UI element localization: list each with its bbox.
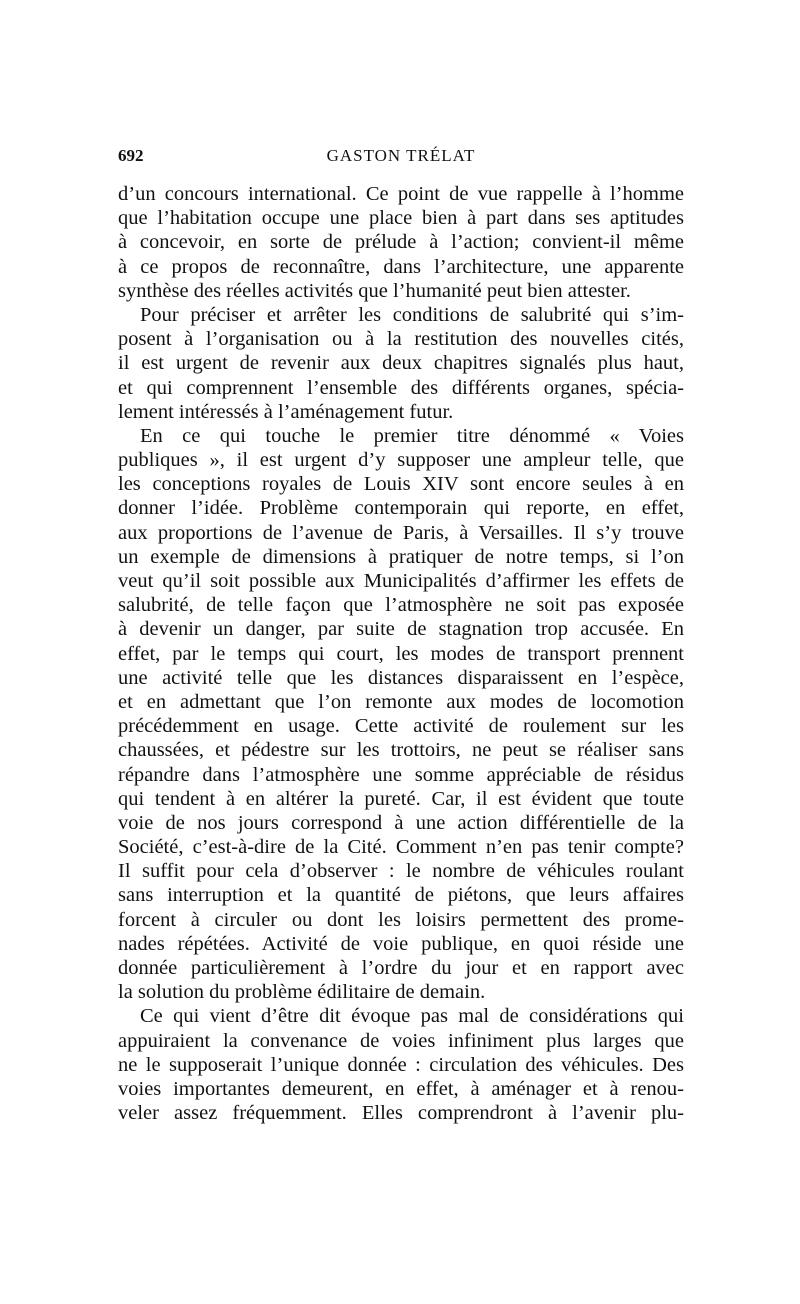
text-line: Pour préciser et arrêter les conditions de salubrité qui s’im- [140, 303, 684, 326]
text-line: une activité telle que les distances disparaissent en l’espèce, [118, 666, 684, 689]
text-line: aux proportions de l’avenue de Paris, à Versailles. Il s’y trouve [118, 521, 684, 544]
text-line: et qui comprennent l’ensemble des différents organes, spécia- [118, 376, 684, 399]
text-line: et en admettant que l’on remonte aux modes de locomotion [118, 690, 684, 713]
text-line: voies importantes demeurent, en effet, à aménager et à renou- [118, 1077, 684, 1100]
text-line: précédemment en usage. Cette activité de roulement sur les [118, 715, 684, 738]
text-line: voie de nos jours correspond à une action différentielle de la [118, 811, 684, 834]
text-line: chaussées, et pédestre sur les trottoirs, ne peut se réaliser sans [118, 739, 684, 762]
text-line: que l’habitation occupe une place bien à part dans ses aptitudes [118, 207, 684, 230]
text-line: la solution du problème édilitaire de demain. [118, 981, 486, 1004]
text-line: à concevoir, en sorte de prélude à l’action; convient-il même [118, 231, 684, 254]
text-line: les conceptions royales de Louis XIV sont encore seules à en [118, 473, 684, 496]
body-text [118, 182, 684, 1125]
text-line: Il suffit pour cela d’observer : le nombre de véhicules roulant [118, 860, 684, 883]
text-line: ne le supposerait l’unique donnée : circulation des véhicules. Des [118, 1053, 684, 1076]
running-title: GASTON TRÉLAT [326, 146, 476, 165]
text-line: répandre dans l’atmosphère une somme appréciable de résidus [118, 763, 684, 786]
text-line: publiques », il est urgent d’y supposer une ampleur telle, que [118, 449, 684, 472]
text-line: un exemple de dimensions à pratiquer de notre temps, si l’on [118, 545, 684, 568]
text-line: synthèse des réelles activités que l’humanité peut bien attester. [118, 279, 631, 302]
text-line: donnée particulièrement à l’ordre du jour et en rapport avec [118, 957, 684, 979]
page-number: 692 [118, 146, 144, 165]
text-line: il est urgent de revenir aux deux chapitres signalés plus haut, [118, 352, 684, 375]
text-line: appuiraient la convenance de voies infiniment plus larges que [118, 1029, 684, 1052]
text-line: lement intéressés à l’aménagement futur. [118, 400, 454, 423]
text-line: qui tendent à en altérer la pureté. Car, il est évident que toute [118, 787, 684, 810]
text-line: d’un concours international. Ce point de vue rappelle à l’homme [118, 183, 684, 205]
text-line: En ce qui touche le premier titre dénommé « Voies [140, 424, 684, 447]
text-line: Société, c’est-à-dire de la Cité. Comment n’en pas tenir compte? [118, 836, 684, 859]
text-line: veler assez fréquemment. Elles comprendront à l’avenir plu- [118, 1102, 684, 1125]
running-head [118, 146, 684, 172]
text-line: salubrité, de telle façon que l’atmosphère ne soit pas exposée [118, 594, 684, 617]
text-line: veut qu’il soit possible aux Municipalités d’affirmer les effets de [118, 570, 684, 592]
text-line: forcent à circuler ou dont les loisirs permettent des prome- [118, 908, 684, 931]
text-line: à devenir un danger, par suite de stagnation trop accusée. En [118, 618, 684, 641]
text-line: donner l’idée. Problème contemporain qui reporte, en effet, [118, 497, 684, 520]
text-line: sans interruption et la quantité de piétons, que leurs affaires [118, 884, 684, 907]
text-line: posent à l’organisation ou à la restitution des nouvelles cités, [118, 328, 684, 351]
text-line: effet, par le temps qui court, les modes de transport prennent [118, 642, 684, 665]
text-line: nades répétées. Activité de voie publique, en quoi réside une [118, 932, 684, 955]
text-line: à ce propos de reconnaître, dans l’architecture, une apparente [118, 255, 684, 278]
text-line: Ce qui vient d’être dit évoque pas mal de considérations qui [140, 1005, 684, 1028]
